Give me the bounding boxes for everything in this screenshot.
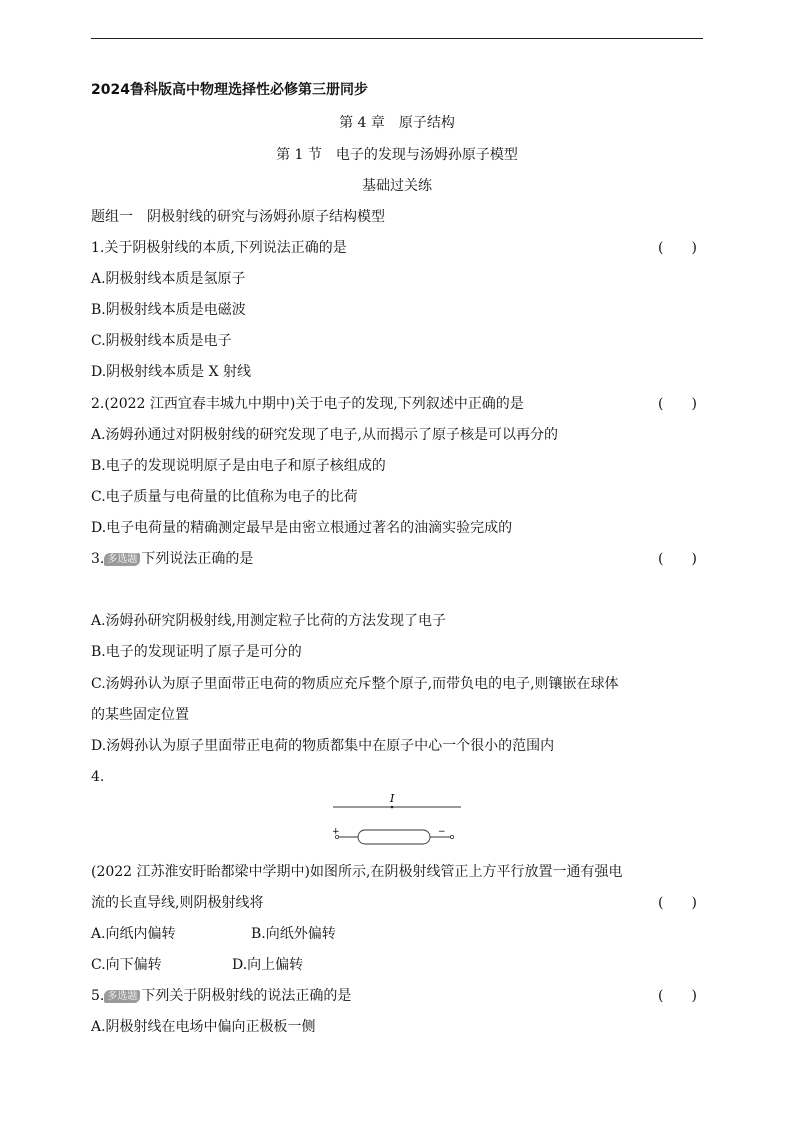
- cathode-minus-label: −: [438, 827, 446, 837]
- q3-option-c-line2: 的某些固定位置: [91, 707, 189, 723]
- q2-stem: 2.(2022 江西宜春丰城九中期中)关于电子的发现,下列叙述中正确的是: [91, 396, 524, 412]
- q1-answer-blank: ( ): [658, 240, 697, 256]
- q4-stem-line1: (2022 江苏淮安盱眙都梁中学期中)如图所示,在阴极射线管正上方平行放置一通有强电: [91, 864, 623, 880]
- q3-option-c-line1: C.汤姆孙认为原子里面带正电荷的物质应充斥整个原子,而带负电的电子,则镶嵌在球体: [91, 676, 619, 692]
- q3-option-a: A.汤姆孙研究阴极射线,用测定粒子比荷的方法发现了电子: [91, 613, 447, 629]
- q1-option-c: C.阴极射线本质是电子: [91, 333, 232, 349]
- header-rule: [91, 38, 703, 39]
- current-marker: [391, 806, 394, 809]
- q1-stem: 1.关于阴极射线的本质,下列说法正确的是: [91, 240, 347, 256]
- q3-option-b: B.电子的发现证明了原子是可分的: [91, 644, 302, 660]
- q2-option-a: A.汤姆孙通过对阴极射线的研究发现了电子,从而揭示了原子核是可以再分的: [91, 427, 559, 443]
- q4-option-a: A.向纸内偏转: [91, 926, 176, 942]
- q4-option-c: C.向下偏转: [91, 957, 162, 973]
- q4-option-b: B.向纸外偏转: [251, 926, 336, 942]
- q2-option-c: C.电子质量与电荷量的比值称为电子的比荷: [91, 489, 358, 505]
- q3-number: 3.: [91, 551, 105, 567]
- q2-option-b: B.电子的发现说明原子是由电子和原子核组成的: [91, 458, 386, 474]
- book-title: 2024鲁科版高中物理选择性必修第三册同步: [91, 82, 368, 98]
- current-label: I: [390, 792, 395, 805]
- chapter-title: 第 4 章 原子结构: [339, 115, 455, 131]
- q3-stem-line: [91, 550, 253, 568]
- cathode-terminal: [450, 835, 453, 838]
- q4-number: 4.: [91, 769, 105, 785]
- q3-stem: 下列说法正确的是: [141, 551, 254, 567]
- q5-stem-line: [91, 987, 351, 1005]
- q1-option-a: A.阴极射线本质是氢原子: [91, 271, 246, 287]
- q3-option-d: D.汤姆孙认为原子里面带正电荷的物质都集中在原子中心一个很小的范围内: [91, 738, 555, 754]
- group1-title: 题组一 阴极射线的研究与汤姆孙原子结构模型: [91, 209, 385, 225]
- q4-option-d: D.向上偏转: [232, 957, 304, 973]
- multi-choice-badge: 多选题: [104, 990, 140, 1003]
- q2-option-d: D.电子电荷量的精确测定最早是由密立根通过著名的油滴实验完成的: [91, 520, 513, 536]
- anode-plus-label: +: [332, 827, 340, 837]
- q4-answer-blank: ( ): [658, 895, 697, 911]
- q2-answer-blank: ( ): [658, 396, 697, 412]
- cathode-ray-tube: [358, 830, 430, 844]
- q1-option-d: D.阴极射线本质是 X 射线: [91, 364, 252, 380]
- q5-number: 5.: [91, 988, 105, 1004]
- q5-answer-blank: ( ): [658, 988, 697, 1004]
- q5-stem: 下列关于阴极射线的说法正确的是: [141, 988, 352, 1004]
- q3-answer-blank: ( ): [658, 551, 697, 567]
- q5-option-a: A.阴极射线在电场中偏向正极板一侧: [91, 1019, 316, 1035]
- multi-choice-badge: 多选题: [104, 553, 140, 566]
- practice-title: 基础过关练: [362, 178, 432, 194]
- q1-option-b: B.阴极射线本质是电磁波: [91, 302, 246, 318]
- cathode-ray-tube-figure: [320, 790, 470, 850]
- section-title: 第 1 节 电子的发现与汤姆孙原子模型: [276, 147, 518, 163]
- q4-stem-line2: 流的长直导线,则阴极射线将: [91, 895, 264, 911]
